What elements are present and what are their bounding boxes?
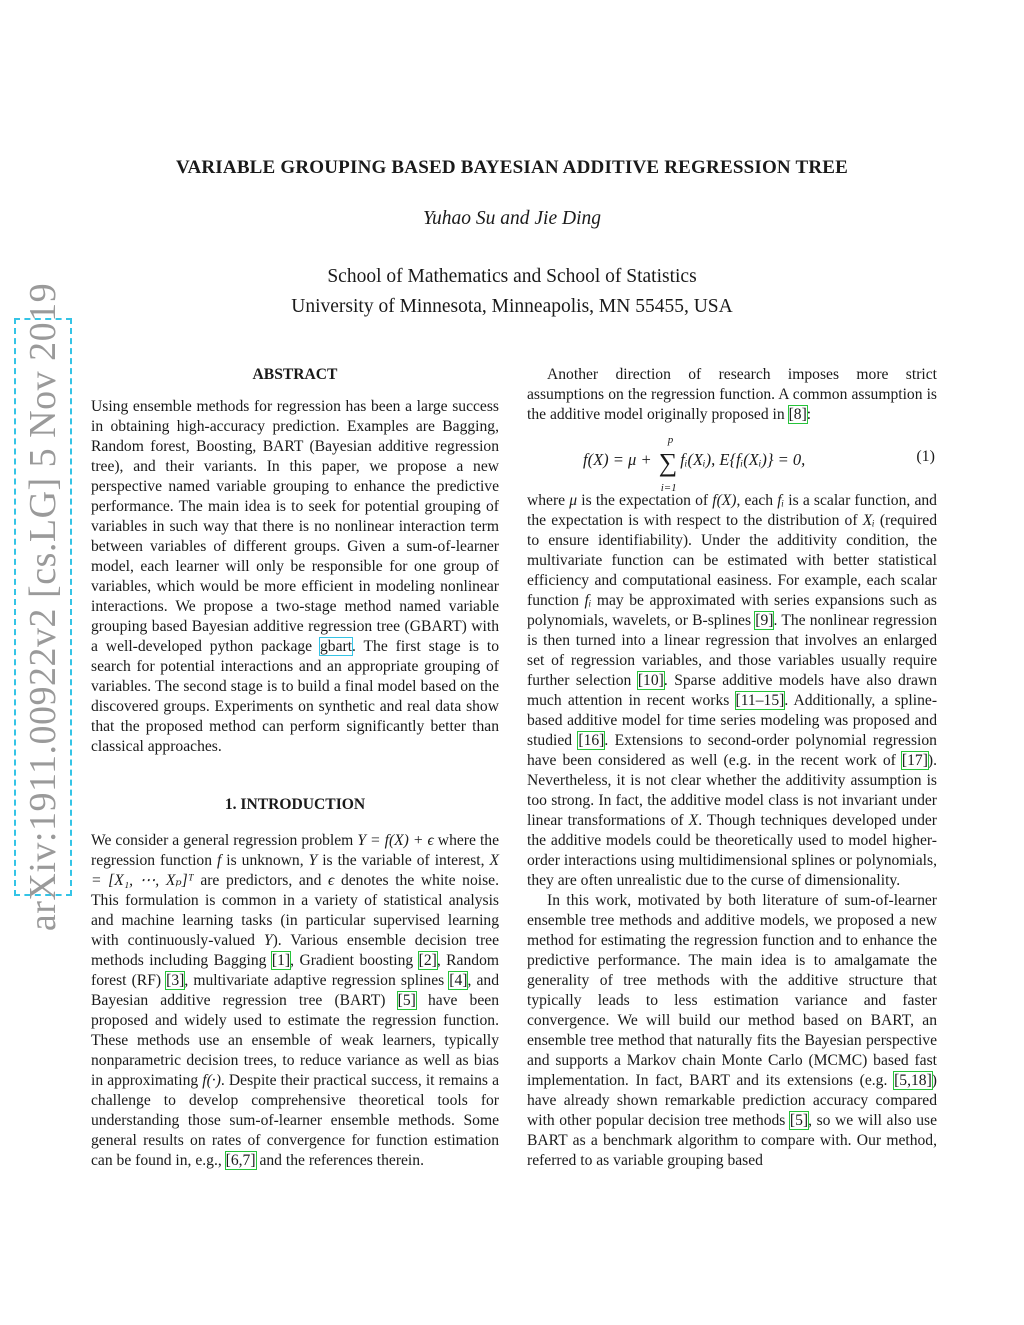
citation-link[interactable]: [6,7] xyxy=(225,1152,256,1169)
right-column-body xyxy=(527,491,937,1171)
citation-link[interactable]: [1] xyxy=(271,952,291,969)
affiliation-line-2: University of Minnesota, Minneapolis, MN 55455, USA xyxy=(291,296,733,317)
right-paragraph-1: Another direction of research imposes more strict assumptions on the regression function. A common assumption is the additive model originally proposed in [8]: xyxy=(527,366,937,423)
arxiv-identifier[interactable]: arXiv:1911.00922v2 [cs.LG] 5 Nov 2019 xyxy=(22,282,64,932)
citation-link[interactable]: [2] xyxy=(418,952,437,969)
abstract-text: Using ensemble methods for regression has been a large success in obtaining high-accuracy prediction. Examples are Bagging, Random forest, Boosting, BART (Bayesian additive regression tree), and their variants. In this paper, we propose a new perspective named variable grouping to enhance the predictive performance. The main idea is to seek for potential grouping of variables in such way that there is no nonlinear interaction term between variables of different groups. Given a sum-of-learner model, each learner will only be responsible for one group of variables, which would be more efficient in modeling nonlinear interactions. We propose a two-stage method named variable grouping based Bayesian additive regression tree (GBART) with a well-developed python package gbart. The first stage is to search for potential interactions and an appropriate grouping of variables. The second stage is to build a final model based on the discovered groups. Experiments on synthetic and real data show that the proposed method can perform significantly better than classical approaches. xyxy=(91,398,500,755)
right-column-top xyxy=(527,365,937,425)
citation-link[interactable]: [4] xyxy=(449,972,468,989)
introduction-heading: 1. INTRODUCTION xyxy=(224,796,366,813)
citation-link[interactable]: [17] xyxy=(901,752,928,769)
citation-link[interactable]: [8] xyxy=(788,406,807,423)
right-paragraph-3: In this work, motivated by both literature of sum-of-learner ensemble tree methods and additive models, we proposed a new method for estimating the regression function and to enhance the predictive performance. The main idea is to amalgamate the generality of tree methods with the additive structure that typically leads to less estimation variance and faster convergence. We will build our method based on BART, an ensemble tree method that naturally fits the Bayesian perspective and supports a Markov chain Monte Carlo (MCMC) based fast implementation. In fact, BART and its extensions (e.g. [5,18]) have already shown remarkable prediction accuracy compared with other popular decision tree methods [5], so we will also use BART as a benchmark algorithm to compare with. Our method, referred to as variable grouping based xyxy=(527,892,938,1169)
summation-symbol: ∑ p i=1 xyxy=(658,434,678,494)
affiliation-line-1: School of Mathematics and School of Statistics xyxy=(327,266,697,287)
equation-number: (1) xyxy=(916,448,935,465)
gbart-package-link[interactable]: gbart xyxy=(319,638,353,655)
citation-link[interactable]: [11–15] xyxy=(735,692,785,709)
citation-link[interactable]: [5,18] xyxy=(894,1072,932,1089)
arxiv-side-stamp xyxy=(14,282,72,932)
citation-link[interactable]: [16] xyxy=(578,732,605,749)
intro-paragraph-1: We consider a general regression problem Y = f(X) + ϵ where the regression function f is unknown, Y is the variable of interest, X = [X₁, ⋯, Xₚ]ᵀ are predictors, and ϵ denotes the white noise. This formulation is common in a variety of statistical analysis and machine learning tasks (in particular supervised learning with continuously-valued Y). Various ensemble decision tree methods including Bagging [1], Gradient boosting [2], Random forest (RF) [3], multivariate adaptive regression splines [4], and Bayesian additive regression tree (BART) [5] have been proposed and widely used to estimate the regression function. These methods use an ensemble of weak learners, typically nonparametric decision trees, to reduce variance as well as bias in approximating f(·). Despite their practical success, it remains a challenge to develop comprehensive theoretical tools for understanding those sum-of-learner ensemble methods. Some general results on rates of convergence for function estimation can be found in, e.g., [6,7] and the references therein. xyxy=(91,832,499,1169)
paper-authors: Yuhao Su and Jie Ding xyxy=(422,208,602,229)
left-column xyxy=(91,365,499,1171)
abstract-heading: ABSTRACT xyxy=(252,366,338,383)
citation-link[interactable]: [3] xyxy=(166,972,185,989)
citation-link[interactable]: [9] xyxy=(755,612,774,629)
equation-1 xyxy=(527,430,937,494)
citation-link[interactable]: [5] xyxy=(789,1112,809,1129)
citation-link[interactable]: [10] xyxy=(637,672,664,689)
paper-title: VARIABLE GROUPING BASED BAYESIAN ADDITIVE REGRESSION TREE xyxy=(175,157,848,178)
right-paragraph-2: where μ is the expectation of f(X), each fᵢ is a scalar function, and the expectation is with respect to the distribution of Xᵢ (required to ensure identifiability). Under the additivity condition, the multivariate function can be estimated with better statistical efficiency and computational easiness. For example, each scalar function fᵢ may be approximated with series expansions such as polynomials, wavelets, or B-splines [9]. The nonlinear regression is then turned into a linear regression that involves an enlarged set of regression variables, and those variables usually require further selection [10]. Sparse additive models have also drawn much attention in recent works [11–15]. Additionally, a spline-based additive model for time series modeling was proposed and studied [16]. Extensions to second-order polynomial regression have been considered as well (e.g. in the recent work of [17]). Nevertheless, it is not clear whether the additivity assumption is too strong. In fact, the additive model class is not invariant under linear transformations of X. Though techniques developed under the additive models could be theoretically used to model higher-order interactions using multidimensional splines or polynomials, they are often unrealistic due to the curse of dimensionality. xyxy=(527,492,938,889)
citation-link[interactable]: [5] xyxy=(397,992,416,1009)
equation-body: f(X) = μ + ∑ p i=1 fᵢ(Xᵢ), E{fᵢ(Xᵢ)} = 0, xyxy=(583,434,806,494)
